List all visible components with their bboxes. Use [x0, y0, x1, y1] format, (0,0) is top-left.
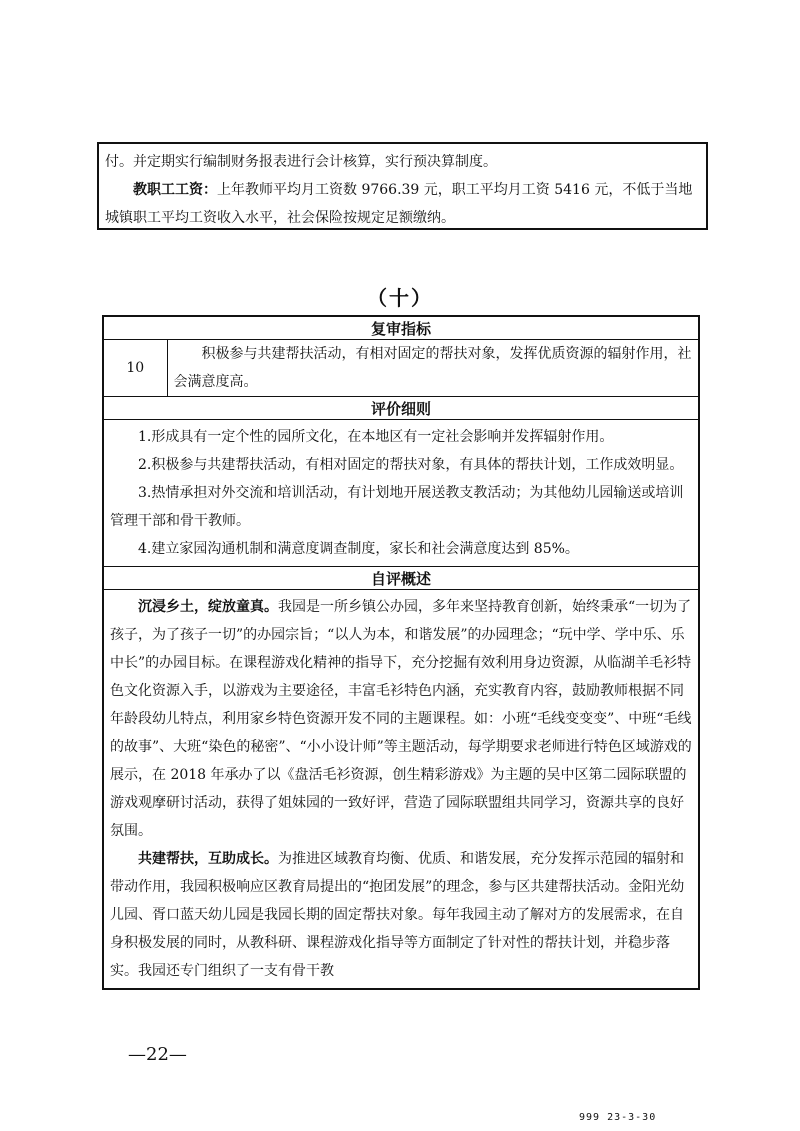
detail-item: 3.热情承担对外交流和培训活动，有计划地开展送教支教活动；为其他幼儿园输送或培训管理干部和骨干教师。 [110, 485, 684, 529]
salary-text: 上年教师平均月工资数 9766.39 元，职工平均月工资 5416 元，不低于当地城镇职工平均工资收入水平，社会保险按规定足额缴纳。 [105, 182, 693, 226]
self-eval-text: 我园是一所乡镇公办园，多年来坚持教育创新，始终秉承“一切为了孩子，为了孩子一切”的办园宗旨；“以人为本，和谐发展”的办园理念；“玩中学、学中乐、乐中长”的办园目标。在课程游戏化精神的指导下，充分挖掘有效利用身边资源，从临湖羊毛衫特色文化资源入手，以游戏为主要途径，丰富毛衫特色内涵，充实教育内容，鼓励教师根据不同年龄段幼儿特点，利用家乡特色资源开发不同的主题课程。如：小班“毛线变变变”、中班“毛线的故事”、大班“染色的秘密”、“小小设计师”等主题活动，每学期要求老师进行特色区域游戏的展示，在 2018 年承办了以《盘活毛衫资源，创生精彩游戏》为主题的吴中区第二园际联盟的游戏观摩研讨活动，获得了姐妹园的一致好评，营造了园际联盟组共同学习，资源共享的良好氛围。 [110, 599, 692, 839]
detail-item: 4.建立家园沟通机制和满意度调查制度，家长和社会满意度达到 85%。 [138, 541, 579, 557]
self-eval-text: 为推进区域教育均衡、优质、和谐发展，充分发挥示范园的辐射和带动作用，我园积极响应区教育局提出的“抱团发展”的理念，参与区共建帮扶活动。金阳光幼儿园、胥口蓝天幼儿园是我园长期的固定帮扶对象。每年我园主动了解对方的发展需求，在自身积极发展的同时，从教科研、课程游戏化指导等方面制定了针对性的帮扶计划，并稳步落实。我园还专门组织了一支有骨干教 [110, 851, 685, 979]
evaluation-details [103, 420, 699, 567]
evaluation-details-header: 评价细则 [103, 397, 699, 420]
self-eval-heading: 共建帮扶，互助成长。 [138, 851, 278, 867]
evaluation-table [102, 315, 700, 990]
detail-item: 1.形成具有一定个性的园所文化，在本地区有一定社会影响并发挥辐射作用。 [138, 429, 614, 445]
self-eval-paragraph [110, 845, 692, 985]
indicator-number: 10 [103, 340, 167, 397]
print-stamp: 999 23-3-30 [579, 1112, 657, 1123]
page-number: —22— [128, 1044, 187, 1065]
self-evaluation-body [103, 590, 699, 990]
self-eval-heading: 沉浸乡土，绽放童真。 [138, 599, 278, 615]
self-evaluation-header: 自评概述 [103, 567, 699, 590]
detail-item: 2.积极参与共建帮扶活动，有相对固定的帮扶对象，有具体的帮扶计划，工作成效明显。 [138, 457, 684, 473]
salary-paragraph [105, 176, 700, 232]
self-eval-paragraph [110, 593, 692, 845]
section-title: （十） [367, 286, 433, 310]
indicator-text: 积极参与共建帮扶活动，有相对固定的帮扶对象，发挥优质资源的辐射作用，社会满意度高。 [167, 340, 699, 397]
continued-text-box [97, 142, 708, 230]
continued-line: 付。并定期实行编制财务报表进行会计核算，实行预决算制度。 [105, 154, 497, 170]
salary-heading: 教职工工资： [133, 182, 217, 198]
review-indicator-header: 复审指标 [103, 316, 699, 340]
